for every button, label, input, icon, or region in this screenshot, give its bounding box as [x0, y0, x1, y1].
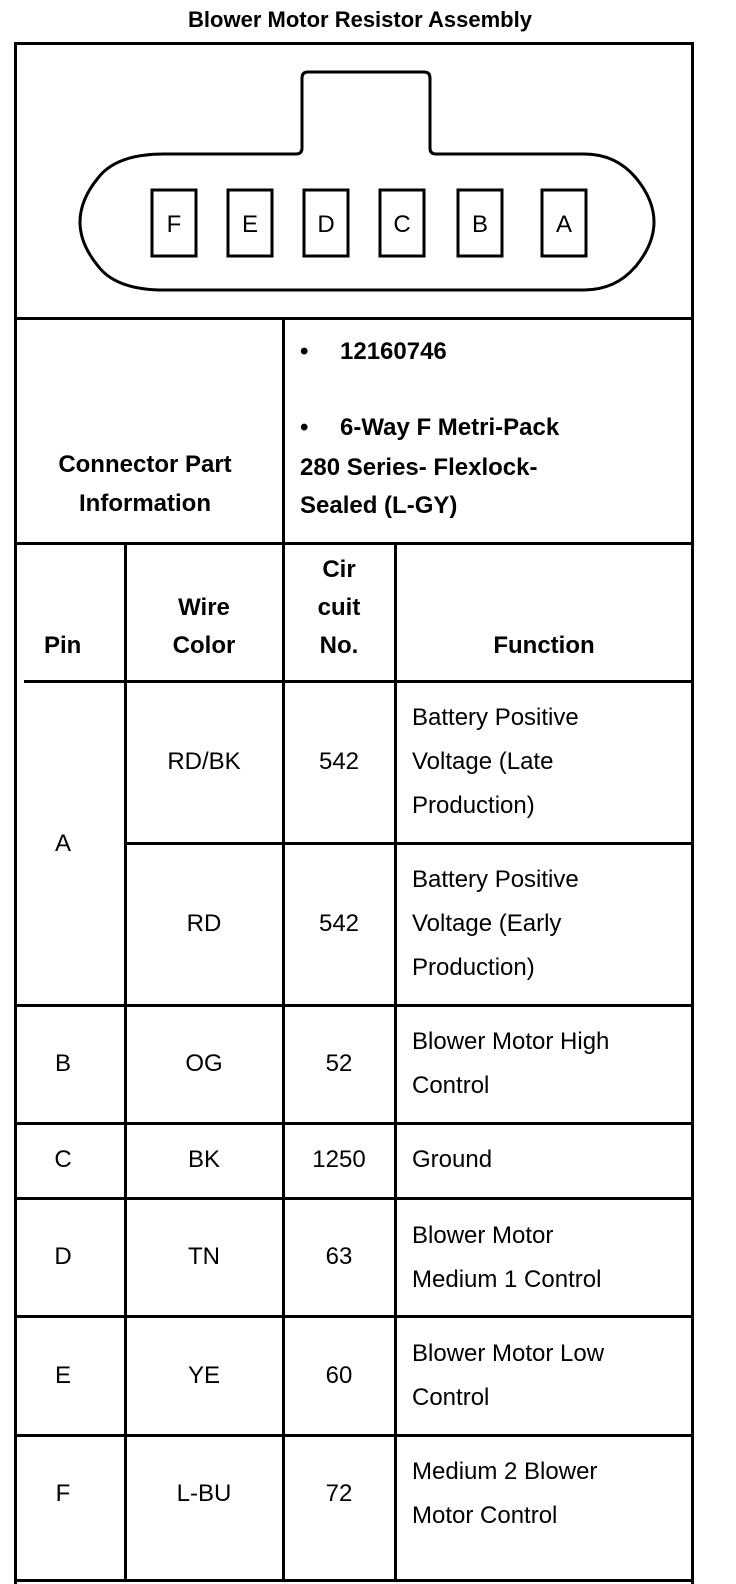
header-wire-color-1: Wire — [178, 594, 230, 621]
circuit-cell: 72 — [325, 1480, 353, 1507]
cavity-label-e: E — [241, 211, 259, 238]
connector-description-2: 280 Series- Flexlock- — [300, 454, 538, 481]
function-line: Blower Motor High — [412, 1028, 610, 1055]
function-line: Production) — [412, 954, 535, 981]
divider-info — [14, 542, 694, 545]
wire-color-cell: BK — [187, 1146, 220, 1173]
function-line: Ground — [412, 1146, 493, 1173]
cavity-label-f: F — [166, 211, 182, 238]
wire-color-cell: OG — [185, 1050, 223, 1077]
divider-row-a — [14, 1004, 694, 1007]
header-circuit-3: No. — [319, 632, 359, 659]
bullet-icon: • — [300, 414, 309, 441]
function-line: Motor Control — [412, 1502, 558, 1529]
bullet-icon: • — [300, 338, 309, 365]
connector-table — [14, 42, 694, 1584]
connector-info-label-2: Information — [79, 490, 211, 517]
col-divider-circuit — [394, 542, 397, 1582]
circuit-cell: 52 — [325, 1050, 353, 1077]
divider-row-b — [14, 1122, 694, 1125]
connector-description-1: 6-Way F Metri-Pack — [340, 414, 560, 441]
header-pin: Pin — [44, 632, 82, 659]
function-line: Blower Motor Low — [412, 1340, 605, 1367]
pin-e: E — [54, 1362, 71, 1389]
divider-row-a1 — [126, 842, 694, 845]
function-line: Voltage (Early — [412, 910, 562, 937]
wire-color-cell: YE — [187, 1362, 220, 1389]
circuit-cell: 542 — [318, 910, 360, 937]
wire-color-cell: RD — [186, 910, 222, 937]
cavity-label-d: D — [317, 211, 335, 238]
header-function: Function — [493, 632, 595, 659]
pin-f: F — [55, 1480, 71, 1507]
connector-cavities — [152, 190, 586, 256]
function-line: Production) — [412, 792, 535, 819]
wire-color-cell: RD/BK — [167, 748, 241, 775]
function-line: Voltage (Late — [412, 748, 554, 775]
circuit-cell: 63 — [325, 1243, 353, 1270]
header-circuit-1: Cir — [322, 556, 356, 583]
pin-a: A — [54, 830, 71, 857]
wire-color-cell: L-BU — [176, 1480, 232, 1507]
divider-row-d — [14, 1315, 694, 1318]
pin-d: D — [54, 1243, 72, 1270]
circuit-cell: 1250 — [312, 1146, 366, 1173]
divider-row-e — [14, 1434, 694, 1437]
pin-c: C — [54, 1146, 72, 1173]
part-number: 12160746 — [340, 338, 447, 365]
circuit-cell: 60 — [325, 1362, 353, 1389]
pin-b: B — [54, 1050, 71, 1077]
col-divider-info — [282, 317, 285, 545]
cavity-label-b: B — [471, 211, 489, 238]
wire-color-cell: TN — [188, 1243, 220, 1270]
divider-row-c — [14, 1197, 694, 1200]
function-line: Medium 1 Control — [412, 1266, 602, 1293]
circuit-cell: 542 — [318, 748, 360, 775]
function-line: Battery Positive — [412, 866, 579, 893]
function-line: Blower Motor — [412, 1222, 554, 1249]
header-wire-color-2: Color — [172, 632, 236, 659]
function-line: Control — [412, 1072, 490, 1099]
header-circuit-2: cuit — [317, 594, 361, 621]
function-line: Medium 2 Blower — [412, 1458, 598, 1485]
connector-face-diagram — [14, 42, 694, 318]
connector-description-3: Sealed (L-GY) — [300, 492, 458, 519]
function-line: Control — [412, 1384, 490, 1411]
function-line: Battery Positive — [412, 704, 579, 731]
connector-info-label-1: Connector Part — [58, 451, 232, 478]
cavity-label-a: A — [555, 211, 573, 238]
page-title: Blower Motor Resistor Assembly — [188, 7, 532, 32]
cavity-label-c: C — [393, 211, 411, 238]
